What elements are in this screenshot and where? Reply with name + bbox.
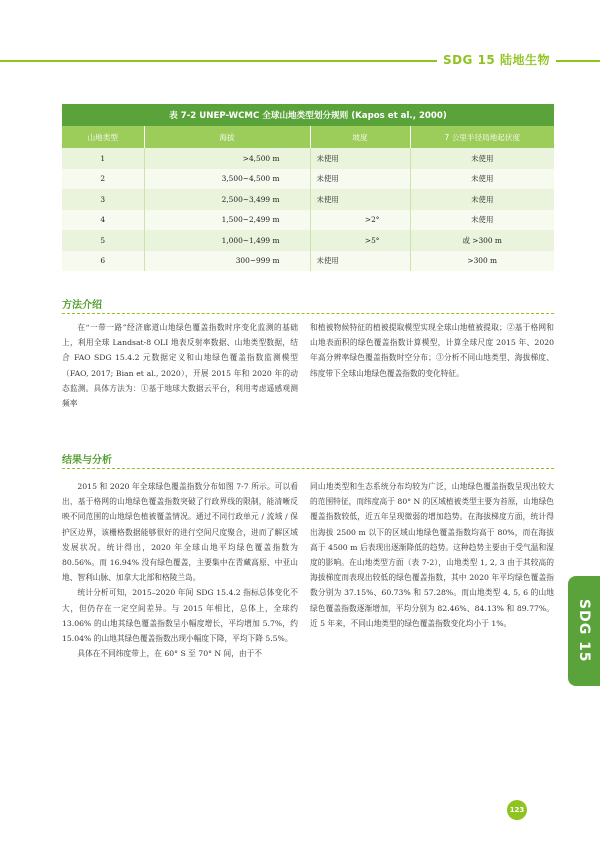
results-divider — [62, 468, 554, 469]
table-caption: 表 7-2 UNEP-WCMC 全球山地类型划分规则 (Kapos et al., 2000) — [62, 104, 554, 126]
results-left-column — [62, 479, 298, 661]
table-row — [62, 169, 554, 190]
cell-relief: >300 m — [410, 251, 554, 272]
cell-type: 1 — [62, 148, 144, 169]
cell-relief: 未使用 — [410, 148, 554, 169]
methods-paragraph: 在“一带一路”经济廊道山地绿色覆盖指数时序变化监测的基础上，利用全球 Landsat-8 OLI 地表反射率数据、山地类型数据，结合 FAO SDG 15.4.2 元数据定义和山地绿色覆盖指数监测模型（FAO, 2017; Bian et al., 2020），开展 2015 年和 2020 年的动态监测。具体方法为：①基于地球大数据云平台，利用考虑遥感观测频率 — [62, 323, 298, 409]
sdg-side-tab — [568, 576, 600, 686]
sdg-side-tab-label: SDG 15 — [576, 599, 592, 663]
results-paragraph-2: 统计分析可知，2015–2020 年间 SDG 15.4.2 指标总体变化不大，但仍存在一定空间差异。与 2015 年相比，总体上，全球约 13.06% 的山地其绿色覆盖指数呈小幅度增长，平均增加 5.7%，约 15.04% 的山地其绿色覆盖指数出现小幅度下降，平均下降 5.5%。 — [62, 588, 298, 644]
cell-slope: 未使用 — [310, 189, 410, 210]
cell-elevation: 3,500~4,500 m — [144, 169, 310, 190]
cell-type: 2 — [62, 169, 144, 190]
cell-elevation: 300~999 m — [144, 251, 310, 272]
cell-slope: 未使用 — [310, 169, 410, 190]
results-heading: 结果与分析 — [62, 455, 112, 466]
cell-elevation: 2,500~3,499 m — [144, 189, 310, 210]
running-header — [437, 51, 556, 68]
cell-slope: >5° — [310, 230, 410, 251]
cell-slope: 未使用 — [310, 148, 410, 169]
cell-elevation: 1,000~1,499 m — [144, 230, 310, 251]
col-header-slope: 坡度 — [310, 126, 410, 148]
col-header-elevation: 海拔 — [144, 126, 310, 148]
cell-slope: >2° — [310, 210, 410, 231]
table-row — [62, 251, 554, 272]
table-row — [62, 210, 554, 231]
table-row — [62, 189, 554, 210]
results-paragraph-3: 具体在不同纬度带上，在 60° S 至 70° N 间，由于不 — [77, 649, 262, 659]
table-row — [62, 230, 554, 251]
cell-relief: 未使用 — [410, 210, 554, 231]
header-sdg: SDG 15 — [442, 53, 496, 67]
cell-type: 4 — [62, 210, 144, 231]
results-right-column — [310, 479, 554, 631]
table-row — [62, 148, 554, 169]
page-number: 123 — [507, 800, 527, 820]
cell-elevation: 1,500~2,499 m — [144, 210, 310, 231]
header-topic: 陆地生物 — [499, 53, 550, 67]
col-header-relief: 7 公里半径局地起伏度 — [410, 126, 554, 148]
cell-elevation: >4,500 m — [144, 148, 310, 169]
methods-paragraph-cont: 和植被物候特征的植被提取模型实现全球山地植被提取；②基于格网和山地表面积的绿色覆盖指数计算模型，计算全球尺度 2015 年、2020 年高分辨率绿色覆盖指数时空分布；③分析不同山地类型、海拔梯度、纬度带下全球山地绿色覆盖指数的变化特征。 — [310, 323, 554, 378]
cell-type: 6 — [62, 251, 144, 272]
results-paragraph-cont: 同山地类型和生态系统分布均较为广泛，山地绿色覆盖指数呈现出较大的范围特征，而纬度高于 80° N 的区域植被类型主要为苔原，山地绿色覆盖指数较低，近五年呈现微弱的增加趋势。在海拔梯度方面，统计得出海拔 2500 m 以下的区域山地绿色覆盖指数均高于 80%，而在海拔高于 4500 m 后表现出逐渐降低的趋势。这种趋势主要由于受气温和湿度的影响。在山地类型方面（表 7-2），山地类型 1, 2, 3 由于其较高的海拔梯度而表现出较低的绿色覆盖指数，其中 2020 年平均绿色覆盖指数分别为 37.15%、60.73% 和 57.28%。而山地类型 4, 5, 6 的山地绿色覆盖指数逐渐增加，平均分别为 82.46%、84.13% 和 89.77%。近 5 年来，不同山地类型的绿色覆盖指数变化均小于 1%。 — [310, 482, 554, 628]
cell-type: 5 — [62, 230, 144, 251]
cell-relief: 或 >300 m — [410, 230, 554, 251]
cell-slope: 未使用 — [310, 251, 410, 272]
cell-relief: 未使用 — [410, 169, 554, 190]
mountain-class-table — [62, 104, 554, 271]
methods-divider — [62, 313, 554, 314]
col-header-type: 山地类型 — [62, 126, 144, 148]
results-paragraph-1: 2015 和 2020 年全球绿色覆盖指数分布如图 7-7 所示。可以看出，基于格网的山地绿色覆盖指数突破了行政界线的限制，能清晰反映不同范围的山地绿色植被覆盖情况。通过不同行政单元 / 流域 / 保护区边界，该栅格数据能够很好的进行空间尺度聚合，进而了解区域发展状况。统计得出，2020 年全球山地平均绿色覆盖指数为 80.56%。而 16.94% 没有绿色覆盖，主要集中在青藏高原、中亚山地、智利山脉、加拿大北部和格陵兰岛。 — [62, 482, 298, 583]
cell-relief: 未使用 — [410, 189, 554, 210]
methods-right-column — [310, 320, 554, 381]
methods-left-column — [62, 320, 298, 411]
cell-type: 3 — [62, 189, 144, 210]
methods-heading: 方法介绍 — [62, 300, 102, 311]
